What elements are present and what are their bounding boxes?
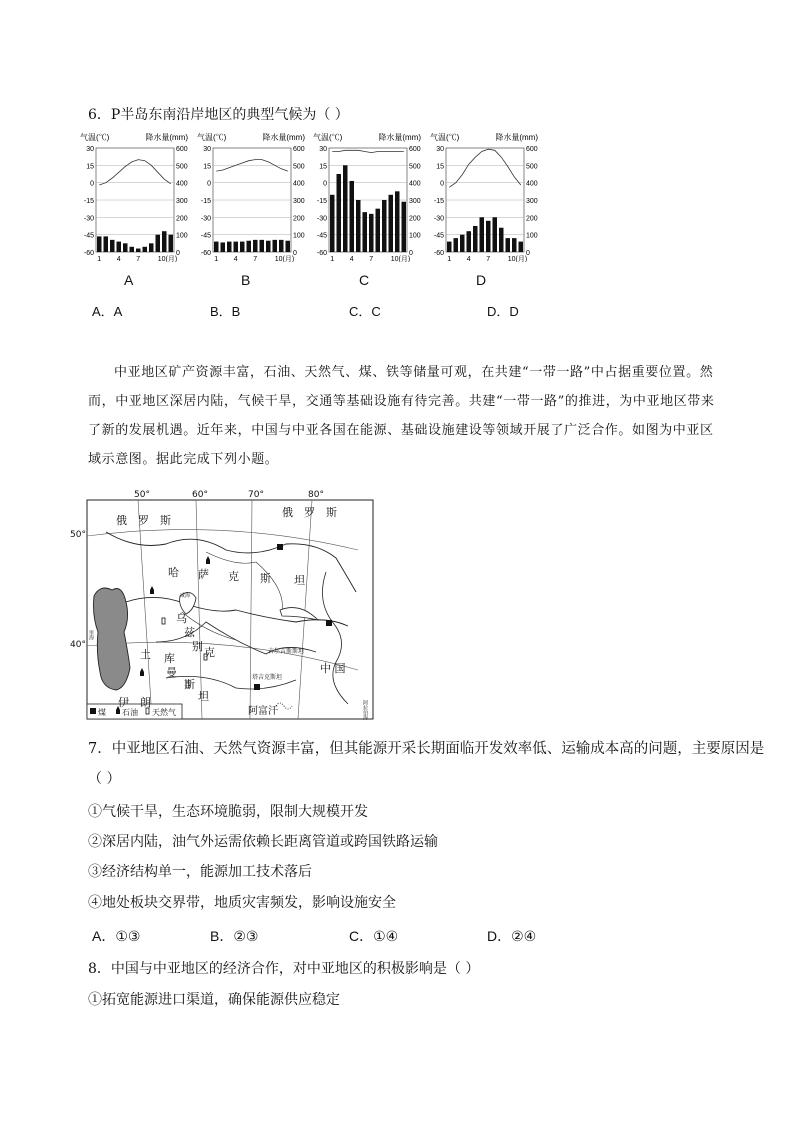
precip-bar xyxy=(221,242,226,252)
precip-bar xyxy=(337,174,342,252)
month-tick: 4 xyxy=(466,256,471,262)
month-tick: 7 xyxy=(486,256,491,262)
precip-bar xyxy=(356,200,361,252)
precip-tick: 0 xyxy=(526,250,530,257)
precip-bar xyxy=(279,240,284,252)
precip-bar xyxy=(247,241,252,252)
month-tick: 4 xyxy=(233,256,238,262)
precip-axis-label: 降水量(mm) xyxy=(262,133,305,142)
temp-tick: 30 xyxy=(319,146,327,153)
precip-tick: 400 xyxy=(293,180,305,188)
temp-tick: -15 xyxy=(433,198,444,205)
temp-tick: -30 xyxy=(200,215,211,223)
temp-tick: -45 xyxy=(316,232,327,240)
label-kaz-4: 斯 xyxy=(260,572,271,585)
precip-bar xyxy=(493,217,498,252)
label-kyrgyzstan: 吉尔吉斯斯坦 xyxy=(268,648,305,655)
precip-bar xyxy=(149,243,154,252)
temp-tick: -60 xyxy=(316,250,327,257)
precip-bar xyxy=(273,240,278,252)
temp-curve xyxy=(99,160,171,185)
q7-stem: 7．中亚地区石油、天然气资源丰富，但其能源开采长期面临开发效率低、运输成本高的问题，主要原因是 xyxy=(88,741,765,757)
temp-tick: -15 xyxy=(200,198,211,205)
month-tick: 10(月) xyxy=(157,256,178,262)
q7-statement-1: ①气候干旱，生态环境脆弱，限制大规模开发 xyxy=(88,804,368,820)
month-tick: 1 xyxy=(447,256,452,262)
precip-bar xyxy=(156,235,161,252)
passage-text: 中亚地区矿产资源丰富，石油、天然气、煤、铁等储量可观，在共建“一带一路”中占据重要位置。然而，中亚地区深居内陆，气候干旱，交通等基础设施有待完善。共建“一带一路”的推进，为中亚地区带来了新的发展机遇。近年来，中国与中亚各国在能源、基础设施建设等领域开展了广泛合作。如图为中亚区域示意图。据此完成下列小题。 xyxy=(88,365,715,467)
precip-bar xyxy=(454,238,459,252)
precip-bar xyxy=(143,247,148,252)
month-tick: 7 xyxy=(136,256,141,262)
precip-bar xyxy=(363,212,368,252)
q6-option-d[interactable]: D．D xyxy=(487,304,519,319)
precip-bar xyxy=(260,240,265,252)
precip-bar xyxy=(227,242,232,252)
q6-option-c[interactable]: C．C xyxy=(349,304,381,319)
precip-bar xyxy=(266,241,271,252)
temp-tick: -45 xyxy=(83,232,94,240)
temp-tick: 30 xyxy=(203,146,211,153)
legend-coal: 煤 xyxy=(98,708,106,717)
precip-bar xyxy=(382,200,387,252)
temp-tick: 0 xyxy=(90,180,94,188)
precip-bar xyxy=(512,238,517,252)
precip-bar xyxy=(130,247,135,252)
precip-tick: 200 xyxy=(409,215,421,223)
precip-tick: 400 xyxy=(176,180,188,188)
precip-tick: 200 xyxy=(176,215,188,223)
precip-bar xyxy=(162,231,167,252)
precip-bar xyxy=(519,242,524,252)
q7-option-a[interactable]: A．①③ xyxy=(92,928,141,944)
temp-tick: 15 xyxy=(86,163,94,171)
q6-option-a[interactable]: A．A xyxy=(92,304,123,319)
chart-letter-a: A xyxy=(124,272,134,288)
precip-tick: 500 xyxy=(176,163,188,171)
month-tick: 1 xyxy=(330,256,335,262)
temp-tick: -45 xyxy=(200,232,211,240)
label-kaz-2: 萨 xyxy=(198,568,209,581)
chart-letter-c: C xyxy=(359,272,370,288)
precip-bar xyxy=(402,202,407,252)
label-kaz-5: 坦 xyxy=(294,574,305,587)
month-tick: 7 xyxy=(253,256,258,262)
q6-option-b[interactable]: B．B xyxy=(210,304,241,319)
q8-statement-1: ①拓宽能源进口渠道，确保能源供应稳定 xyxy=(88,992,340,1008)
precip-bar xyxy=(97,236,102,252)
precip-bar xyxy=(389,195,394,252)
passage xyxy=(88,358,718,474)
precip-tick: 100 xyxy=(293,232,305,240)
label-tajikistan: 塔吉克斯坦 xyxy=(252,674,283,681)
q7-option-d[interactable]: D．②④ xyxy=(487,928,537,944)
temp-tick: -30 xyxy=(433,215,444,223)
month-tick: 10(月) xyxy=(507,256,528,262)
temp-tick: 15 xyxy=(203,163,211,171)
precip-tick: 400 xyxy=(526,180,538,188)
month-tick: 1 xyxy=(214,256,219,262)
lon-50: 50° xyxy=(134,490,150,500)
temp-tick: -30 xyxy=(83,215,94,223)
temp-tick: 30 xyxy=(436,146,444,153)
temp-tick: 15 xyxy=(436,163,444,171)
label-uzb-1: 乌 xyxy=(176,612,187,625)
precip-bar xyxy=(467,231,472,252)
temp-axis-label: 气温(℃) xyxy=(313,133,343,142)
temp-tick: -15 xyxy=(83,198,94,205)
precip-tick: 100 xyxy=(176,232,188,240)
month-tick: 4 xyxy=(349,256,354,262)
temp-tick: -45 xyxy=(433,232,444,240)
q8-stem: 8．中国与中亚地区的经济合作，对中亚地区的积极影响是（ ） xyxy=(88,961,480,977)
q7-option-b[interactable]: B．②③ xyxy=(210,928,259,944)
precip-tick: 500 xyxy=(526,163,538,171)
q6-stem: 6．P半岛东南沿岸地区的典型气候为（ ） xyxy=(88,107,349,123)
q7-statement-2: ②深居内陆，油气外运需依赖长距离管道或跨国铁路运输 xyxy=(88,834,438,850)
precip-tick: 0 xyxy=(293,250,297,257)
month-tick: 4 xyxy=(116,256,121,262)
label-iran: 伊 朗 xyxy=(118,696,151,709)
precip-bar xyxy=(214,242,219,252)
label-uzb-2: 兹 xyxy=(184,626,195,639)
precip-tick: 0 xyxy=(176,250,180,257)
temp-tick: 0 xyxy=(440,180,444,188)
precip-bar xyxy=(240,242,245,252)
precip-tick: 600 xyxy=(526,146,538,153)
precip-bar xyxy=(169,235,174,252)
precip-bar xyxy=(104,236,109,252)
precip-bar xyxy=(253,240,258,252)
precip-bar xyxy=(136,249,141,252)
lat-40: 40° xyxy=(70,640,86,650)
precip-tick: 100 xyxy=(526,232,538,240)
precip-tick: 300 xyxy=(293,198,305,205)
temp-curve xyxy=(332,150,404,152)
label-afghanistan: 阿富汗 xyxy=(248,706,278,717)
climate-chart-b xyxy=(193,128,305,266)
precip-bar xyxy=(473,226,478,252)
precip-tick: 400 xyxy=(409,180,421,188)
label-turkm-2: 库 xyxy=(164,652,175,665)
precip-tick: 500 xyxy=(409,163,421,171)
label-turkm-5: 坦 xyxy=(198,690,209,703)
precip-bar xyxy=(395,191,400,252)
lon-70: 70° xyxy=(248,490,264,500)
label-sea: 阿拉伯海 xyxy=(362,700,368,720)
precip-tick: 100 xyxy=(409,232,421,240)
precip-bar xyxy=(506,238,511,252)
precip-bar xyxy=(123,243,128,252)
label-caspian: 里海 xyxy=(88,630,94,640)
precip-tick: 500 xyxy=(293,163,305,171)
label-turkm-4: 斯 xyxy=(184,678,195,691)
temp-axis-label: 气温(℃) xyxy=(80,133,110,142)
precip-bar xyxy=(486,221,491,252)
precip-tick: 200 xyxy=(526,215,538,223)
precip-bar xyxy=(117,242,122,252)
central-asia-map xyxy=(70,490,374,720)
legend-gas: 天然气 xyxy=(152,708,176,717)
precip-axis-label: 降水量(mm) xyxy=(145,133,188,142)
label-russia-east: 俄 罗 斯 xyxy=(282,506,337,519)
precip-bar xyxy=(234,242,239,252)
label-uzb-3: 别 xyxy=(192,640,203,653)
temp-tick: 0 xyxy=(207,180,211,188)
precip-bar xyxy=(110,240,115,252)
label-uzb-4: 克 xyxy=(204,646,215,659)
legend-oil: 石油 xyxy=(122,708,138,717)
temp-axis-label: 气温(℃) xyxy=(430,133,460,142)
month-tick: 10(月) xyxy=(274,256,295,262)
temp-axis-label: 气温(℃) xyxy=(197,133,227,142)
label-kaz-3: 克 xyxy=(228,570,239,583)
label-russia-west: 俄 罗 斯 xyxy=(116,514,171,527)
temp-tick: -30 xyxy=(316,215,327,223)
climate-chart-c xyxy=(309,128,421,266)
precip-tick: 300 xyxy=(409,198,421,205)
precip-bar xyxy=(480,217,485,252)
precip-bar xyxy=(343,165,348,252)
label-china: 中 国 xyxy=(320,662,346,675)
month-tick: 7 xyxy=(369,256,374,262)
precip-tick: 0 xyxy=(409,250,413,257)
climate-chart-d xyxy=(426,128,538,266)
temp-tick: 30 xyxy=(86,146,94,153)
climate-chart-a xyxy=(76,128,188,266)
month-tick: 1 xyxy=(97,256,102,262)
chart-letter-d: D xyxy=(476,272,487,288)
q7-paren: （ ） xyxy=(88,771,121,787)
precip-bar xyxy=(369,214,374,252)
q7-statement-4: ④地处板块交界带，地质灾害频发，影响设施安全 xyxy=(88,895,396,911)
precip-bar xyxy=(330,195,335,252)
temp-tick: -60 xyxy=(200,250,211,257)
lon-60: 60° xyxy=(192,490,208,500)
precip-bar xyxy=(286,241,291,252)
label-kaz-1: 哈 xyxy=(168,566,179,579)
label-aral: 咸海 xyxy=(180,593,191,599)
precip-tick: 600 xyxy=(176,146,188,153)
precip-tick: 300 xyxy=(526,198,538,205)
precip-tick: 600 xyxy=(409,146,421,153)
label-turkm-1: 土 xyxy=(140,648,151,661)
precip-tick: 200 xyxy=(293,215,305,223)
precip-tick: 600 xyxy=(293,146,305,153)
precip-bar xyxy=(447,242,452,252)
precip-bar xyxy=(460,235,465,252)
precip-tick: 300 xyxy=(176,198,188,205)
q7-statement-3: ③经济结构单一，能源加工技术落后 xyxy=(88,864,312,880)
lat-50: 50° xyxy=(70,530,86,540)
precip-bar xyxy=(499,228,504,252)
temp-tick: -15 xyxy=(316,198,327,205)
precip-axis-label: 降水量(mm) xyxy=(495,133,538,142)
temp-tick: -60 xyxy=(433,250,444,257)
temp-tick: 15 xyxy=(319,163,327,171)
precip-bar xyxy=(350,181,355,252)
temp-tick: -60 xyxy=(83,250,94,257)
chart-letter-b: B xyxy=(241,272,251,288)
precip-bar xyxy=(376,209,381,252)
temp-curve xyxy=(449,149,521,187)
precip-axis-label: 降水量(mm) xyxy=(378,133,421,142)
temp-tick: 0 xyxy=(323,180,327,188)
lon-80: 80° xyxy=(308,490,324,500)
label-turkm-3: 曼 xyxy=(166,666,177,679)
month-tick: 10(月) xyxy=(390,256,411,262)
q7-option-c[interactable]: C．①④ xyxy=(349,928,399,944)
